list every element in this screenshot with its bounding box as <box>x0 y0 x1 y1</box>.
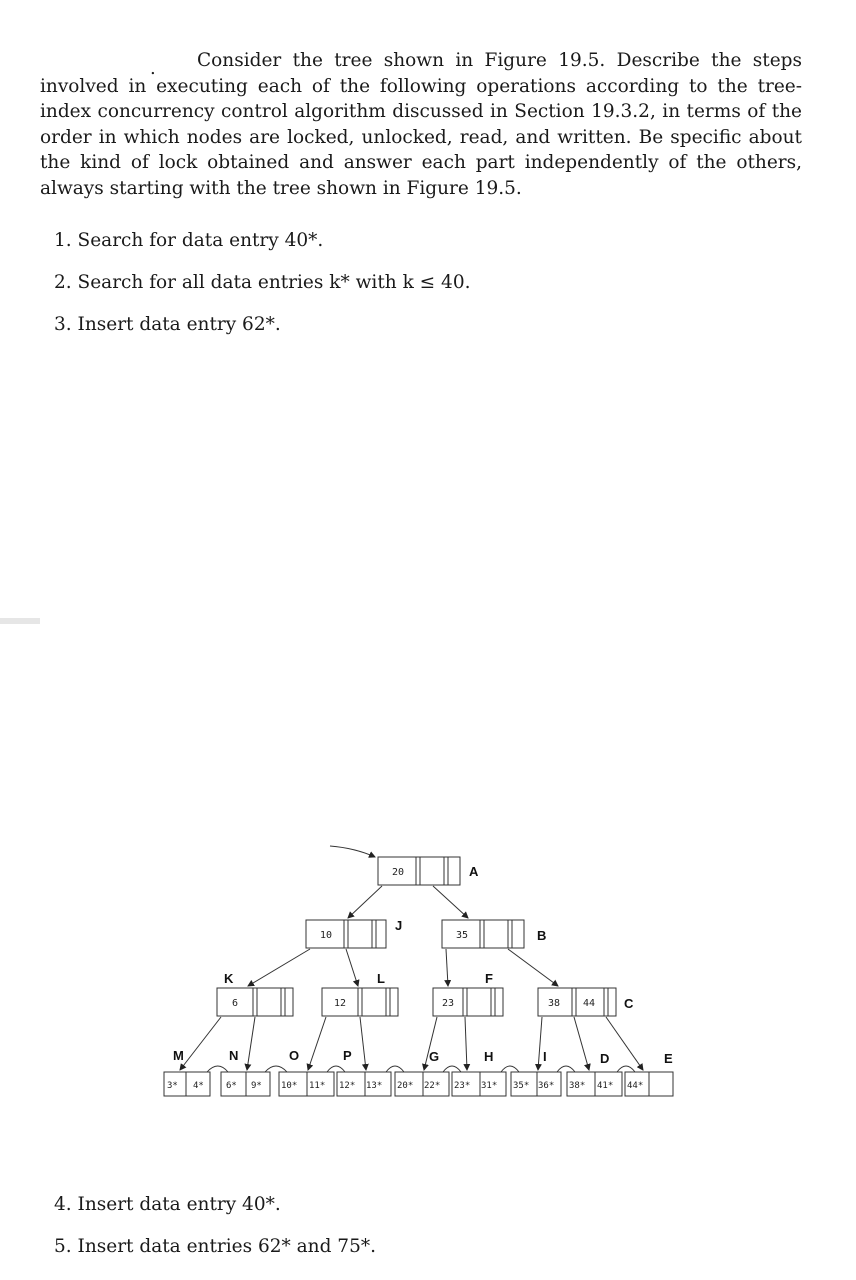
leaf-entry: 22* <box>424 1081 441 1091</box>
node-label: D <box>600 1051 610 1066</box>
bullet-mark: . <box>150 58 156 79</box>
leaf-entry: 9* <box>251 1081 262 1091</box>
node-label: K <box>224 971 234 986</box>
node-label: O <box>289 1048 300 1063</box>
node-label: H <box>484 1049 494 1064</box>
list-item: 5. Insert data entries 62* and 75*. <box>54 1236 376 1257</box>
leaf-entry: 13* <box>366 1081 383 1091</box>
node-k <box>217 988 293 1016</box>
node-key: 44 <box>583 998 596 1009</box>
node-label: J <box>395 918 403 933</box>
node-b <box>442 920 524 948</box>
intro-text: Consider the tree shown in Figure 19.5. Describe the steps involved in executing each of the following operations according to the tree-index concurrency control algorithm discussed in Section 19.3.2, in terms of the order in which nodes are locked, unlocked, read, and written. Be specific about the kind of lock obtained and answer each part independently of the others, always starting with the tree shown in Figure 19.5. <box>40 50 802 199</box>
node-j <box>306 920 386 948</box>
node-label: M <box>173 1048 184 1063</box>
leaf-entry: 20* <box>397 1081 414 1091</box>
leaf-entry: 38* <box>569 1081 586 1091</box>
node-label: N <box>229 1048 239 1063</box>
node-label: B <box>537 928 547 943</box>
node-label: L <box>377 971 385 986</box>
node-key: 10 <box>320 930 333 941</box>
node-label: C <box>624 996 634 1011</box>
leaf-entry: 36* <box>538 1081 555 1091</box>
leaf-entry: 44* <box>627 1081 644 1091</box>
node-key: 35 <box>456 930 469 941</box>
node-label: A <box>469 864 479 879</box>
node-key: 38 <box>548 998 561 1009</box>
leaf-entry: 35* <box>513 1081 530 1091</box>
leaf-entry: 4* <box>193 1081 204 1091</box>
list-item: 4. Insert data entry 40*. <box>54 1194 281 1215</box>
node-label: P <box>343 1048 352 1063</box>
leaf-entry: 23* <box>454 1081 471 1091</box>
node-a <box>378 857 460 885</box>
node-label: F <box>485 971 493 986</box>
node-key: 12 <box>334 998 347 1009</box>
tree-edges <box>180 846 643 1070</box>
list-item: 2. Search for all data entries k* with k ≤ 40. <box>54 272 471 293</box>
leaf-entry: 41* <box>597 1081 614 1091</box>
leaf-entry: 12* <box>339 1081 356 1091</box>
leaf-entry: 31* <box>481 1081 498 1091</box>
leaf-entry: 10* <box>281 1081 298 1091</box>
node-key: 20 <box>392 867 405 878</box>
list-item: 3. Insert data entry 62*. <box>54 314 281 335</box>
list-item: 1. Search for data entry 40*. <box>54 230 324 251</box>
node-label: E <box>664 1051 673 1066</box>
node-label: G <box>429 1049 440 1064</box>
leaf-sibling-links <box>207 1066 635 1072</box>
node-key: 6 <box>232 998 239 1009</box>
leaf-entry: 3* <box>167 1081 178 1091</box>
leaf-entry: 6* <box>226 1081 237 1091</box>
leaf-entry: 11* <box>309 1081 326 1091</box>
node-key: 23 <box>442 998 455 1009</box>
node-label: I <box>543 1049 547 1064</box>
